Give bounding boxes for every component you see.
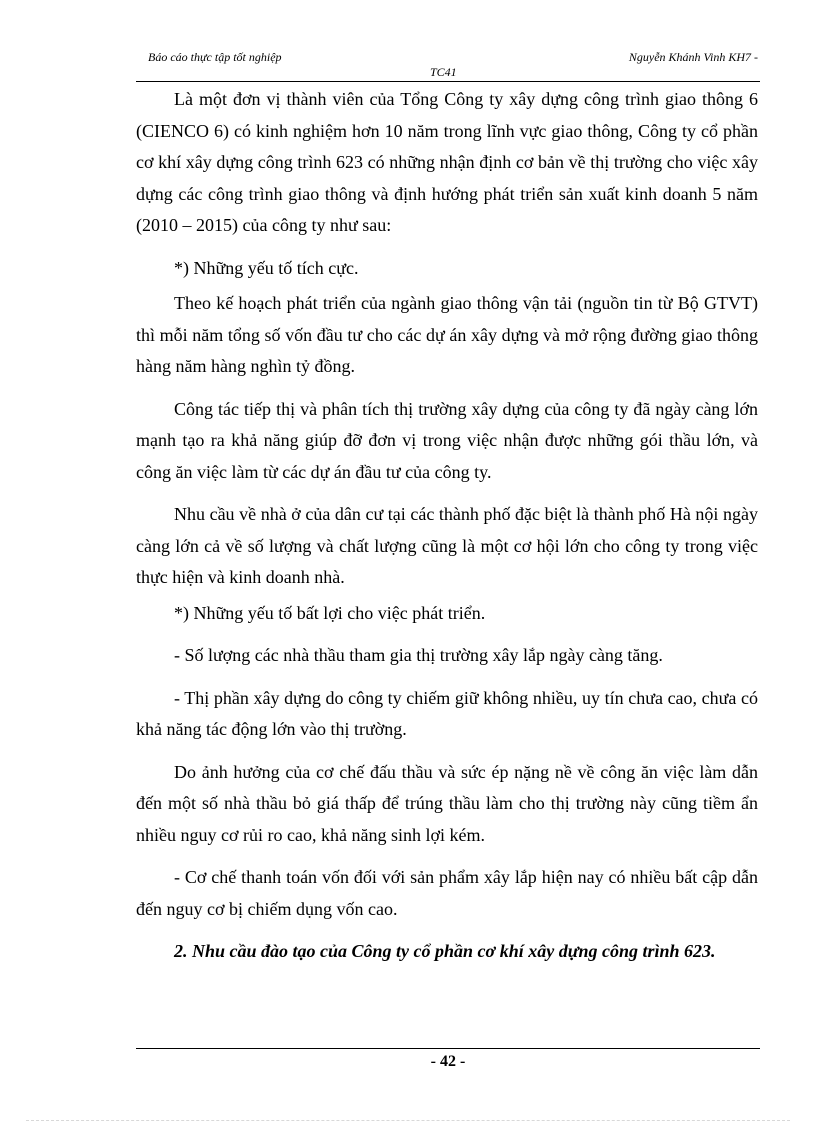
paragraph-intro: Là một đơn vị thành viên của Tổng Công ty xây dựng công trình giao thông 6 (CIENCO 6) có kinh nghiệm hơn 10 năm trong lĩnh vực giao thông, Công ty cổ phần cơ khí xây dựng công trình 623 có những nhận định cơ bản về thị trường cho việc xây dựng các công trình giao thông và định hướng phát triển sản xuất kinh doanh 5 năm (2010 – 2015) của công ty như sau: — [136, 89, 758, 235]
footer-divider — [136, 1048, 760, 1049]
body-text — [136, 84, 758, 979]
header-divider — [136, 81, 760, 82]
paragraph-housing-demand: Nhu cầu về nhà ở của dân cư tại các thành phố đặc biệt là thành phố Hà nội ngày càng lớn cả về số lượng và chất lượng cũng là một cơ hội lớn cho công ty trong việc thực hiện và kinh doanh nhà. — [136, 504, 758, 587]
paragraph-contractor-count: - Số lượng các nhà thầu tham gia thị trường xây lắp ngày càng tăng. — [174, 645, 663, 665]
paragraph-transport-plan: Theo kế hoạch phát triển của ngành giao thông vận tải (nguồn tin từ Bộ GTVT) thì mỗi năm tổng số vốn đầu tư cho các dự án xây dựng và mở rộng đường giao thông hàng năm hàng nghìn tỷ đồng. — [136, 293, 758, 376]
paragraph-payment-mechanism: - Cơ chế thanh toán vốn đối với sản phẩm xây lắp hiện nay có nhiều bất cập dẫn đến nguy cơ bị chiếm dụng vốn cao. — [136, 867, 758, 919]
page-number: - 42 - — [430, 1053, 466, 1070]
section-heading: 2. Nhu cầu đào tạo của Công ty cổ phần cơ khí xây dựng công trình 623. — [174, 941, 716, 961]
page-bottom-edge — [26, 1120, 790, 1121]
paragraph-bidding-pressure: Do ảnh hưởng của cơ chế đấu thầu và sức ép nặng nề về công ăn việc làm dẫn đến một số nhà thầu bỏ giá thấp để trúng thầu làm cho thị trường này cũng tiềm ẩn nhiều nguy cơ rủi ro cao, khả năng sinh lợi kém. — [136, 761, 758, 845]
paragraph-marketing: Công tác tiếp thị và phân tích thị trường xây dựng của công ty đã ngày càng lớn mạnh tạo ra khả năng giúp đỡ đơn vị trong việc nhận được những gói thầu lớn, và công ăn việc làm từ các dự án đầu tư của công ty. — [136, 398, 758, 482]
header-class-code: TC41 — [430, 65, 457, 79]
paragraph-negative-factors-heading: *) Những yếu tố bất lợi cho việc phát triển. — [174, 602, 486, 623]
header-author: Nguyễn Khánh Vinh KH7 - — [628, 50, 758, 64]
paragraph-market-share: - Thị phần xây dựng do công ty chiếm giữ không nhiều, uy tín chưa cao, chưa có khả năng tác động lớn vào thị trường. — [136, 687, 758, 739]
paragraph-positive-factors-heading: *) Những yếu tố tích cực. — [174, 257, 359, 278]
header-report-title: Báo cáo thực tập tốt nghiệp — [148, 50, 282, 64]
